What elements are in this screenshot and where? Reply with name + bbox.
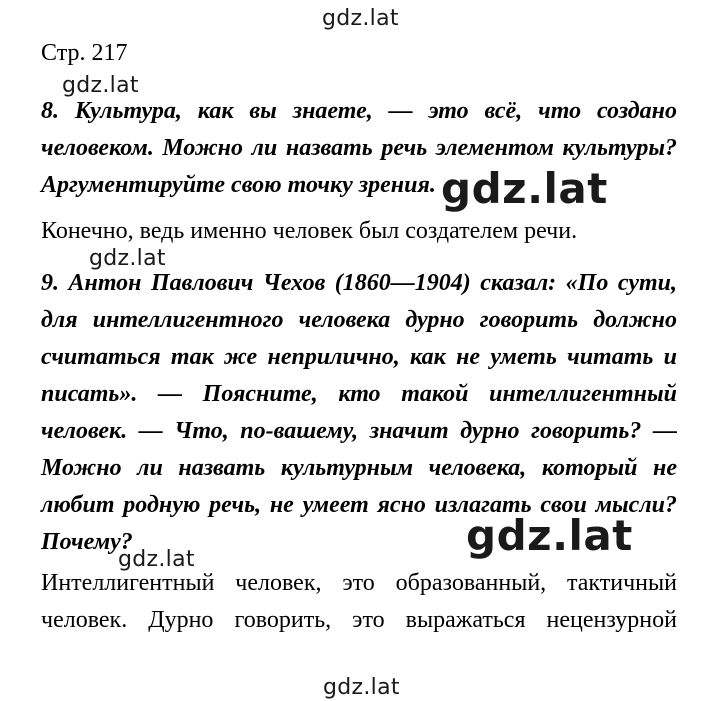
question-8-line: Аргументируйте свою точку зрения. [41,172,436,198]
page-label: Стр. 217 [41,40,128,66]
question-9-line: Можно ли назвать культурным человека, который не [41,455,677,481]
answer-9-line: Интеллигентный человек, это образованный, тактичный [41,570,677,596]
answer-9 [41,565,677,639]
question-8-line: человеком. Можно ли назвать речь элементом культуры? [41,135,677,161]
answer-8-text: Конечно, ведь именно человек был создателем речи. [41,218,578,244]
question-8-line: 8. Культура, как вы знаете, — это всё, что создано [41,98,677,124]
question-9-line: Почему? [41,529,133,555]
watermark-bottom: gdz.lat [323,675,400,700]
watermark-large-1: gdz.lat [441,164,608,213]
question-9 [41,265,677,561]
watermark-left-3: gdz.lat [118,547,195,572]
watermark-left-1: gdz.lat [62,73,139,98]
question-9-line: для интеллигентного человека дурно говорить должно [41,307,677,333]
watermark-large-2: gdz.lat [466,511,633,560]
question-9-line: считаться так же неприлично, как не уметь читать и [41,344,677,370]
question-9-line: человек. — Что, по-вашему, значит дурно говорить? — [41,418,677,444]
watermark-top: gdz.lat [322,6,399,31]
question-9-line: любит родную речь, не умеет ясно излагать свои мысли? [41,492,677,518]
question-9-line: 9. Антон Павлович Чехов (1860—1904) сказал: «По сути, [41,270,677,296]
question-8 [41,93,677,204]
answer-8 [41,213,677,250]
watermark-left-2: gdz.lat [89,246,166,271]
answer-9-line: человек. Дурно говорить, это выражаться нецензурной [41,607,677,633]
question-9-line: писать». — Поясните, кто такой интеллигентный [41,381,677,407]
